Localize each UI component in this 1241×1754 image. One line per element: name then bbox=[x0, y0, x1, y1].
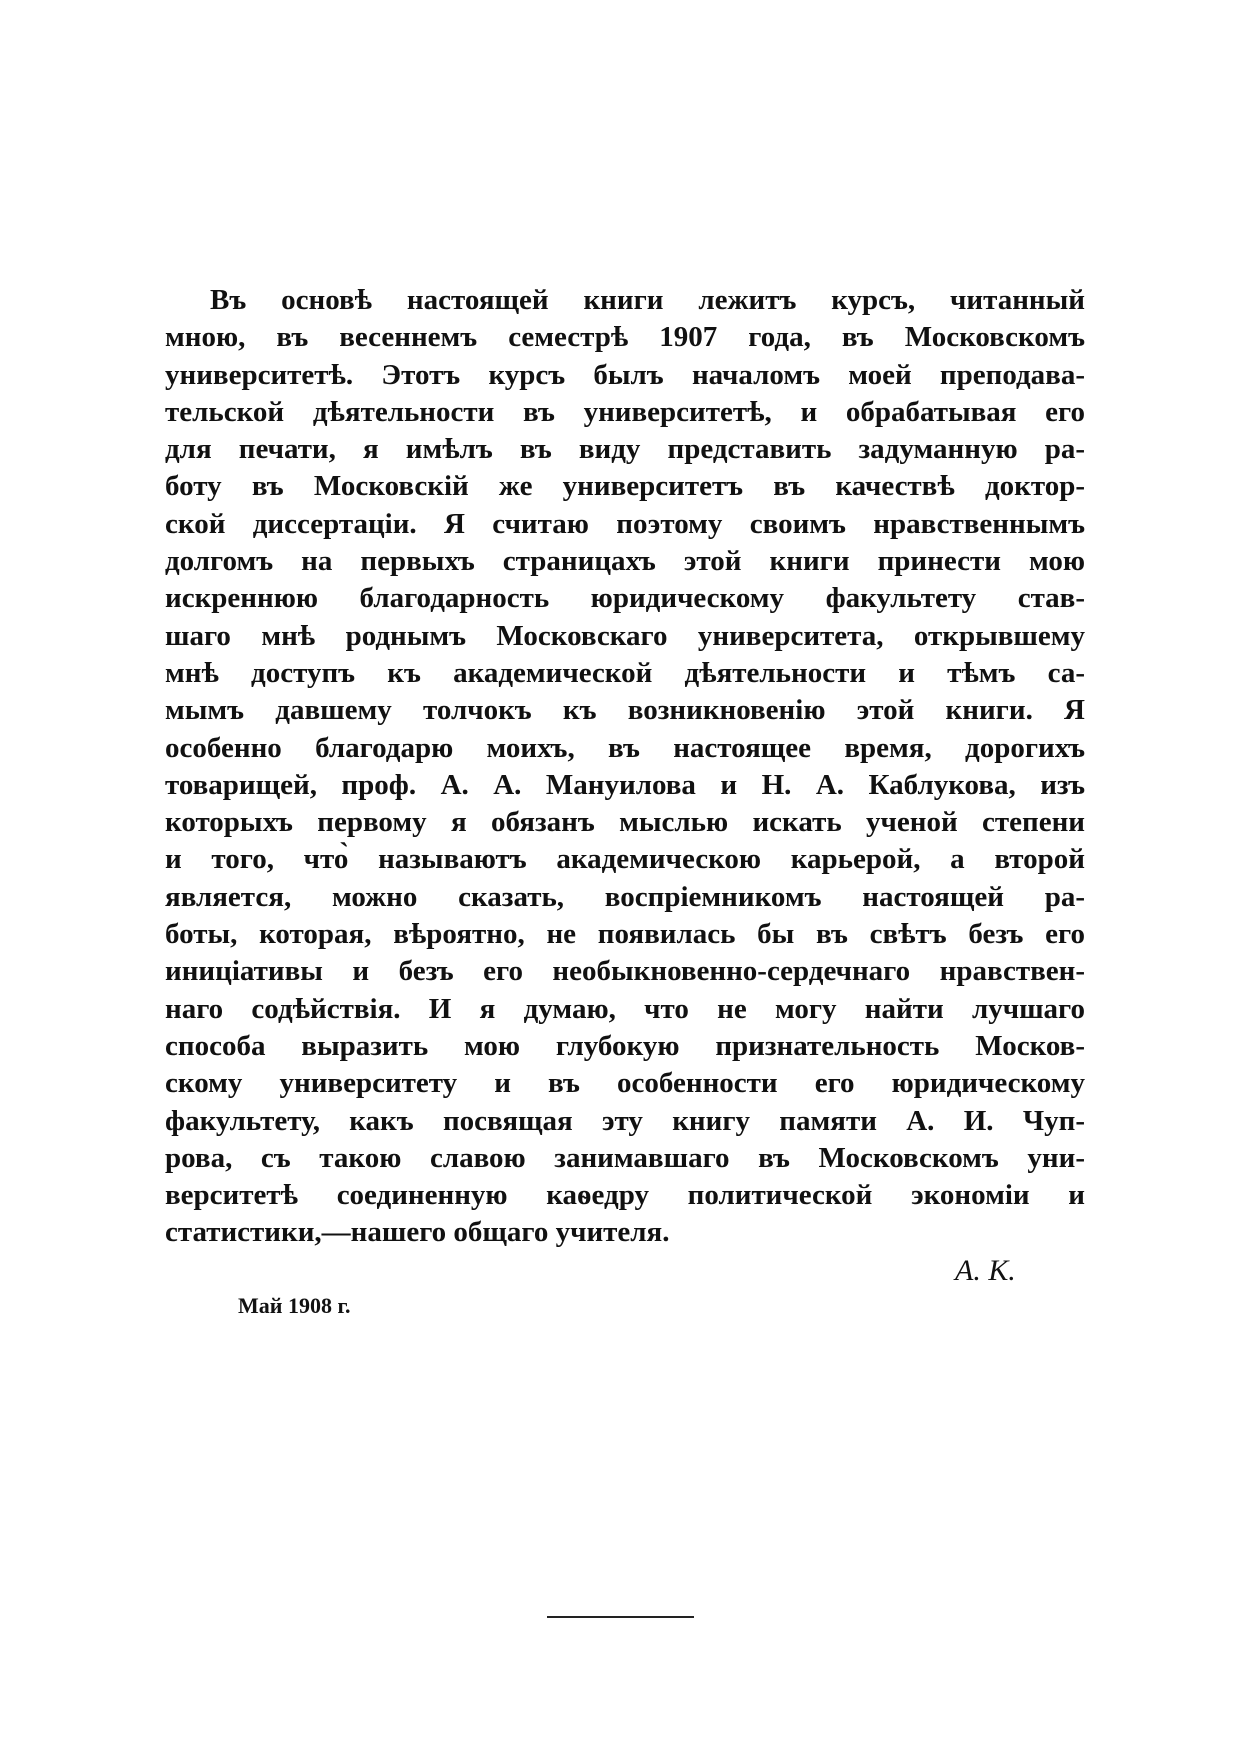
preface-line: способа выразить мою глубокую признательность Москов- bbox=[165, 1029, 1085, 1062]
preface-line: долгомъ на первыхъ страницахъ этой книги принести мою bbox=[165, 545, 1085, 578]
preface-line: факультету, какъ посвящая эту книгу памяти А. И. Чуп- bbox=[165, 1104, 1085, 1137]
author-initials: А. К. bbox=[955, 1254, 1016, 1287]
preface-line: ской диссертаціи. Я считаю поэтому своимъ нравственнымъ bbox=[165, 507, 1085, 540]
preface-line: для печати, я имѣлъ въ виду представить задуманную ра- bbox=[165, 433, 1085, 466]
preface-text bbox=[165, 282, 1085, 1252]
preface-line: боту въ Московскій же университетъ въ качествѣ доктор- bbox=[165, 470, 1085, 503]
preface-line: шаго мнѣ роднымъ Московскаго университета, открывшему bbox=[165, 619, 1085, 652]
preface-line: университетѣ. Этотъ курсъ былъ началомъ моей преподава- bbox=[165, 358, 1085, 391]
preface-line: Въ основѣ настоящей книги лежитъ курсъ, читанный bbox=[210, 284, 1085, 316]
preface-line: которыхъ первому я обязанъ мыслью искать ученой степени bbox=[165, 806, 1085, 839]
closing-rule bbox=[547, 1616, 694, 1618]
preface-line: рова, съ такою славою занимавшаго въ Московскомъ уни- bbox=[165, 1141, 1085, 1174]
preface-line: тельской дѣятельности въ университетѣ, и обрабатывая его bbox=[165, 395, 1085, 428]
preface-line: наго содѣйствія. И я думаю, что не могу найти лучшаго bbox=[165, 992, 1085, 1025]
preface-line: мнѣ доступъ къ академической дѣятельности и тѣмъ са- bbox=[165, 656, 1085, 689]
preface-line: особенно благодарю моихъ, въ настоящее время, дорогихъ bbox=[165, 731, 1085, 764]
preface-line: искреннюю благодарность юридическому факультету став- bbox=[165, 582, 1085, 615]
preface-line: мною, въ весеннемъ семестрѣ 1907 года, въ Московскомъ bbox=[165, 321, 1085, 354]
preface-line: мымъ давшему толчокъ къ возникновенію этой книги. Я bbox=[165, 694, 1085, 727]
preface-line: боты, которая, вѣроятно, не появилась бы въ свѣтъ безъ его bbox=[165, 918, 1085, 951]
preface-line: верситетѣ соединенную каѳедру политической экономіи и bbox=[165, 1179, 1085, 1212]
preface-line: и того, что̀ называютъ академическою карьерой, а второй bbox=[165, 843, 1085, 876]
preface-line: является, можно сказать, воспріемникомъ настоящей ра- bbox=[165, 880, 1085, 913]
preface-line: скому университету и въ особенности его юридическому bbox=[165, 1067, 1085, 1100]
preface-line: статистики,—нашего общаго учителя. bbox=[165, 1216, 670, 1249]
preface-line: иниціативы и безъ его необыкновенно-сердечнаго нравствен- bbox=[165, 955, 1085, 988]
preface-date: Май 1908 г. bbox=[238, 1293, 351, 1318]
preface-line: товарищей, проф. А. А. Мануилова и Н. А. Каблукова, изъ bbox=[165, 768, 1085, 801]
